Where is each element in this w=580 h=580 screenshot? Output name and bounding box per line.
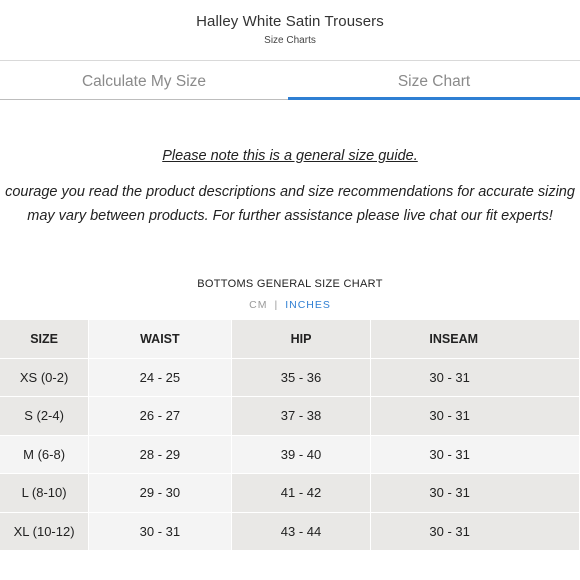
hip-cell: 39 - 40 bbox=[232, 436, 372, 475]
table-row bbox=[0, 513, 580, 552]
size-cell: XS (0-2) bbox=[0, 359, 89, 398]
unit-inches-button[interactable]: INCHES bbox=[285, 299, 331, 311]
size-cell: S (2-4) bbox=[0, 397, 89, 436]
waist-cell: 29 - 30 bbox=[89, 474, 231, 513]
hip-cell: 35 - 36 bbox=[232, 359, 372, 398]
hip-cell: 43 - 44 bbox=[232, 513, 372, 552]
column-header-inseam: INSEAM bbox=[371, 320, 580, 359]
hip-cell: 37 - 38 bbox=[232, 397, 372, 436]
header-divider bbox=[0, 60, 580, 61]
unit-toggle bbox=[0, 299, 580, 311]
tab-size-chart[interactable]: Size Chart bbox=[288, 62, 580, 100]
notice-line-1: courage you read the product descriptions and size recommendations for accurate sizing bbox=[5, 184, 575, 200]
waist-cell: 26 - 27 bbox=[89, 397, 231, 436]
notice-line-2: may vary between products. For further assistance please live chat our fit experts! bbox=[27, 208, 553, 224]
column-header-hip: HIP bbox=[232, 320, 372, 359]
inseam-cell: 30 - 31 bbox=[371, 436, 580, 475]
table-row bbox=[0, 436, 580, 475]
hip-cell: 41 - 42 bbox=[232, 474, 372, 513]
size-guide-note: Please note this is a general size guide. bbox=[162, 148, 418, 164]
size-cell: L (8-10) bbox=[0, 474, 89, 513]
product-title: Halley White Satin Trousers bbox=[196, 13, 384, 30]
size-chart-table bbox=[0, 320, 580, 551]
table-row bbox=[0, 474, 580, 513]
modal-header bbox=[0, 0, 580, 60]
waist-cell: 30 - 31 bbox=[89, 513, 231, 552]
size-chart-title: BOTTOMS GENERAL SIZE CHART bbox=[197, 278, 383, 290]
unit-separator: | bbox=[274, 299, 279, 311]
column-header-size: SIZE bbox=[0, 320, 89, 359]
modal-subtitle: Size Charts bbox=[264, 35, 316, 46]
tab-calculate-my-size[interactable]: Calculate My Size bbox=[0, 62, 288, 100]
unit-cm-button[interactable]: CM bbox=[249, 299, 268, 311]
size-cell: XL (10-12) bbox=[0, 513, 89, 552]
waist-cell: 28 - 29 bbox=[89, 436, 231, 475]
inseam-cell: 30 - 31 bbox=[371, 474, 580, 513]
table-row bbox=[0, 359, 580, 398]
column-header-waist: WAIST bbox=[89, 320, 231, 359]
size-cell: M (6-8) bbox=[0, 436, 89, 475]
inseam-cell: 30 - 31 bbox=[371, 359, 580, 398]
inseam-cell: 30 - 31 bbox=[371, 397, 580, 436]
inseam-cell: 30 - 31 bbox=[371, 513, 580, 552]
table-row bbox=[0, 397, 580, 436]
table-header-row bbox=[0, 320, 580, 359]
waist-cell: 24 - 25 bbox=[89, 359, 231, 398]
